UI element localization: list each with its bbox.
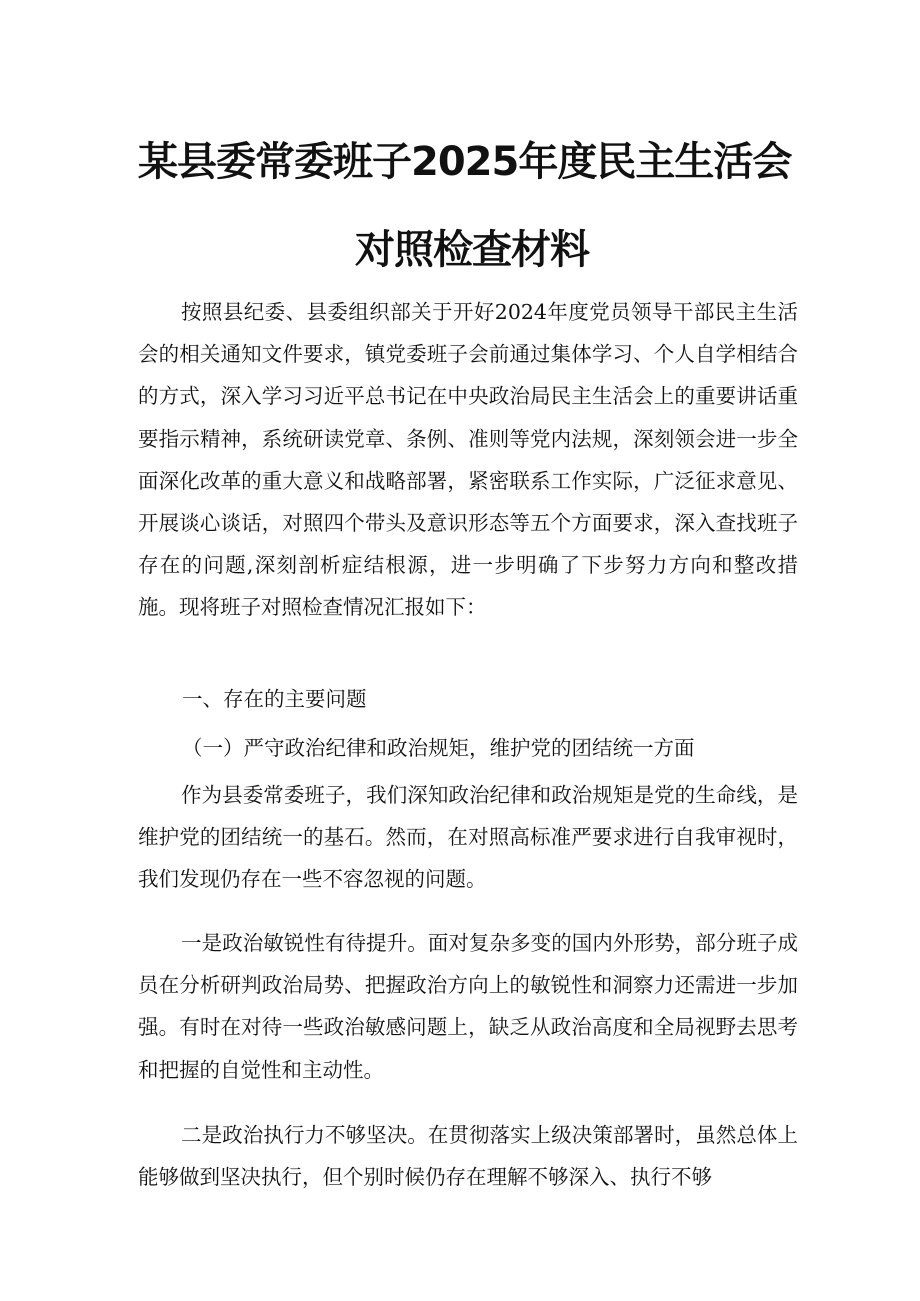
body-paragraph-2: 一是政治敏锐性有待提升。面对复杂多变的国内外形势，部分班子成员在分析研判政治局势、把握政治方向上的敏锐性和洞察力还需进一步加强。有时在对待一些政治敏感问题上，缺乏从政治高度和全局视野去思考和把握的自觉性和主动性。 bbox=[138, 931, 798, 1082]
section-heading-1: 一、存在的主要问题 bbox=[182, 687, 367, 711]
document-title-line-2: 对照检查材料 bbox=[355, 227, 589, 273]
body-paragraph-1: 作为县委常委班子，我们深知政治纪律和政治规矩是党的生命线，是维护党的团结统一的基石。然而，在对照高标准严要求进行自我审视时，我们发现仍存在一些不容忽视的问题。 bbox=[138, 783, 798, 892]
intro-paragraph: 按照县纪委、县委组织部关于开好2024年度党员领导干部民主生活会的相关通知文件要求，镇党委班子会前通过集体学习、个人自学相结合的方式，深入学习习近平总书记在中央政治局民主生活会上的重要讲话重要指示精神，系统研读党章、条例、准则等党内法规，深刻领会进一步全面深化改革的重大意义和战略部署，紧密联系工作实际，广泛征求意见、开展谈心谈话，对照四个带头及意识形态等五个方面要求，深入查找班子存在的问题,深刻剖析症结根源，进一步明确了下步努力方向和整改措施。现将班子对照检查情况汇报如下： bbox=[138, 300, 798, 620]
subsection-heading-1: （一）严守政治纪律和政治规矩，维护党的团结统一方面 bbox=[182, 736, 695, 760]
body-paragraph-3: 二是政治执行力不够坚决。在贯彻落实上级决策部署时，虽然总体上能够做到坚决执行，但个别时候仍存在理解不够深入、执行不够 bbox=[138, 1123, 798, 1190]
document-title-line-1: 某县委常委班子2025年度民主生活会 bbox=[138, 139, 792, 185]
